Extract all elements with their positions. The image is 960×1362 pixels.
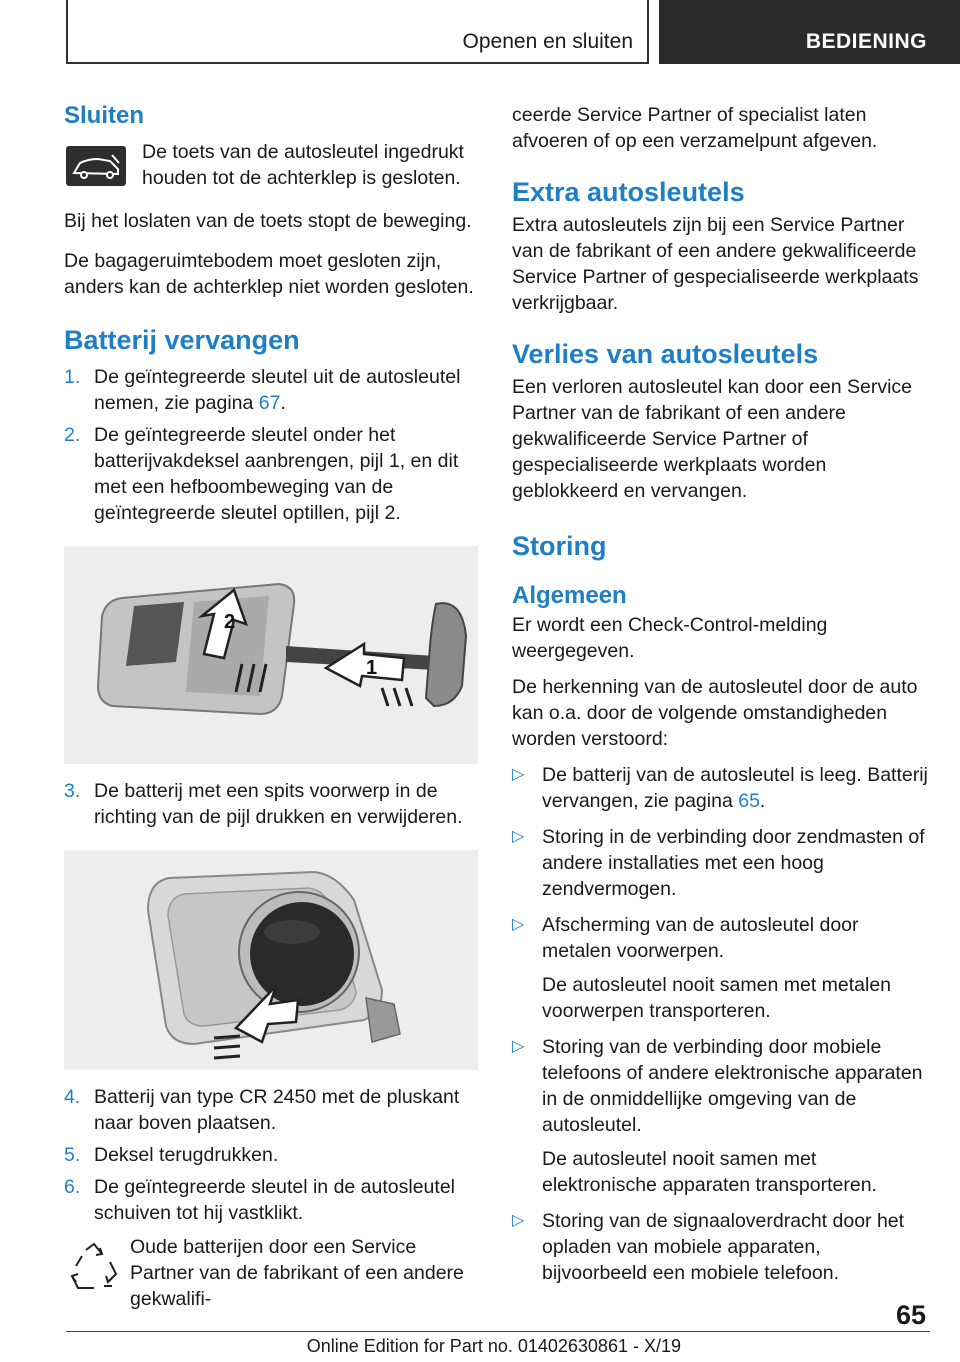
algemeen-paragraph-1: Er wordt een Check-Control-melding weergegeven. — [512, 614, 828, 662]
triangle-bullet-icon: ▷ — [512, 1212, 525, 1229]
sluiten-paragraph-2: De bagageruimtebodem moet gesloten zijn, anders kan de achterklep niet worden gesloten. — [64, 250, 474, 298]
triangle-bullet-icon: ▷ — [512, 1038, 525, 1055]
lost-keys-text: Een verloren autosleutel kan door een Service Partner van de fabrikant of een andere gekwalificeerde Service Partner of gespecialiseerde werkplaats worden geblokkeerd en vervangen. — [512, 376, 912, 502]
bullet-4-text: Storing van de verbinding door mobiele telefoons of andere elektronische apparaten in de onmiddellijke omgeving van de autosleutel. — [542, 1036, 923, 1136]
car-trunk-icon — [66, 146, 126, 186]
step-4-text: Batterij van type CR 2450 met de pluskant naar boven plaatsen. — [94, 1086, 460, 1134]
arrow-1-label: 1 — [366, 657, 378, 679]
figure-key-lever — [64, 546, 478, 764]
step-4 — [64, 1084, 478, 1136]
bullet-item-3 — [512, 912, 930, 1024]
step-2-number: 2. — [64, 424, 81, 446]
step-1-end: . — [280, 392, 286, 414]
step-4-number: 4. — [64, 1086, 81, 1108]
bullet-1-text: De batterij van de autosleutel is leeg. Batterij vervangen, zie pagina — [542, 764, 928, 812]
sluiten-instruction: De toets van de autosleutel ingedrukt houden tot de achterklep is gesloten. — [142, 141, 464, 189]
recycle-text: Oude batterijen door een Service Partner van de fabrikant of een andere gekwalifi- — [130, 1236, 464, 1310]
header-chapter-tab — [659, 0, 960, 64]
recycle-note — [64, 1236, 478, 1310]
bullet-2-text: Storing in de verbinding door zendmasten of andere installaties met een hoog zendvermogen. — [542, 826, 925, 900]
step-6 — [64, 1174, 478, 1226]
step-5 — [64, 1142, 478, 1168]
figure-battery-removal — [64, 850, 478, 1070]
step-2 — [64, 422, 478, 526]
bullet-3-subtext: De autosleutel nooit samen met metalen voorwerpen transporteren. — [542, 974, 892, 1022]
step-6-number: 6. — [64, 1176, 81, 1198]
triangle-bullet-icon: ▷ — [512, 766, 525, 783]
bullet-item-1 — [512, 762, 930, 814]
step-5-text: Deksel terugdrukken. — [94, 1144, 279, 1166]
continued-paragraph: ceerde Service Partner of specialist laten afvoeren of op een verzamelpunt afgeven. — [512, 104, 878, 152]
bullet-1-end: . — [759, 790, 766, 812]
bullet-item-4 — [512, 1034, 930, 1198]
recycle-icon — [64, 1240, 124, 1294]
triangle-bullet-icon: ▷ — [512, 916, 525, 933]
header-chapter-title: BEDIENING — [805, 30, 927, 53]
step-1-page-link[interactable]: 67 — [258, 392, 281, 414]
lost-keys-heading: Verlies van autosleutels — [512, 339, 819, 369]
footer-divider — [66, 1331, 930, 1332]
extra-keys-text: Extra autosleutels zijn bij een Service Partner van de fabrikant of een andere gekwalificeerde Service Partner of gespecialiseerde werkplaats verkrijgbaar. — [512, 214, 919, 314]
bullet-item-2 — [512, 824, 930, 902]
step-1-number: 1. — [64, 366, 81, 388]
step-3 — [64, 778, 478, 830]
bullet-5-text: Storing van de signaaloverdracht door het opladen van mobiele apparaten, bijvoorbeeld een mobiele telefoon. — [542, 1210, 905, 1284]
sluiten-paragraph-1: Bij het loslaten van de toets stopt de beweging. — [64, 210, 472, 232]
header-section-tab — [66, 0, 649, 64]
step-5-number: 5. — [64, 1144, 81, 1166]
algemeen-paragraph-2: De herkenning van de autosleutel door de auto kan o.a. door de volgende omstandigheden worden verstoord: — [512, 676, 918, 750]
battery-removal-illustration — [64, 850, 478, 1070]
step-1 — [64, 364, 478, 416]
step-3-text: De batterij met een spits voorwerp in de richting van de pijl drukken en verwijderen. — [94, 780, 463, 828]
step-6-text: De geïntegreerde sleutel in de autosleutel schuiven tot hij vastklikt. — [94, 1176, 455, 1224]
footer-edition: Online Edition for Part no. 01402630861 - X/19 — [306, 1336, 681, 1356]
triangle-bullet-icon: ▷ — [512, 828, 525, 845]
bullet-3-text: Afscherming van de autosleutel door metalen voorwerpen. — [542, 914, 859, 962]
step-2-text: De geïntegreerde sleutel onder het batterijvakdeksel aanbrengen, pijl 1, en dit met een hefboombeweging van de geïntegreerde sleutel optillen, pijl 2. — [94, 424, 459, 524]
page-number: 65 — [895, 1300, 926, 1330]
sluiten-heading: Sluiten — [64, 102, 145, 129]
left-column — [64, 100, 478, 1310]
sluiten-icon-row — [64, 142, 478, 202]
algemeen-heading: Algemeen — [512, 582, 627, 609]
step-1-text: De geïntegreerde sleutel uit de autosleutel nemen, zie pagina — [94, 366, 461, 414]
storing-heading: Storing — [512, 531, 607, 561]
bullet-4-subtext: De autosleutel nooit samen met elektronische apparaten transporteren. — [542, 1148, 877, 1196]
battery-heading: Batterij vervangen — [64, 325, 300, 355]
right-column — [512, 102, 930, 1286]
header-section-title: Openen en sluiten — [462, 30, 633, 53]
extra-keys-heading: Extra autosleutels — [512, 177, 745, 207]
arrow-2-label: 2 — [224, 611, 236, 633]
step-3-number: 3. — [64, 780, 81, 802]
bullet-item-5 — [512, 1208, 930, 1286]
bullet-1-page-link[interactable]: 65 — [738, 790, 760, 812]
key-lever-illustration — [64, 546, 478, 764]
